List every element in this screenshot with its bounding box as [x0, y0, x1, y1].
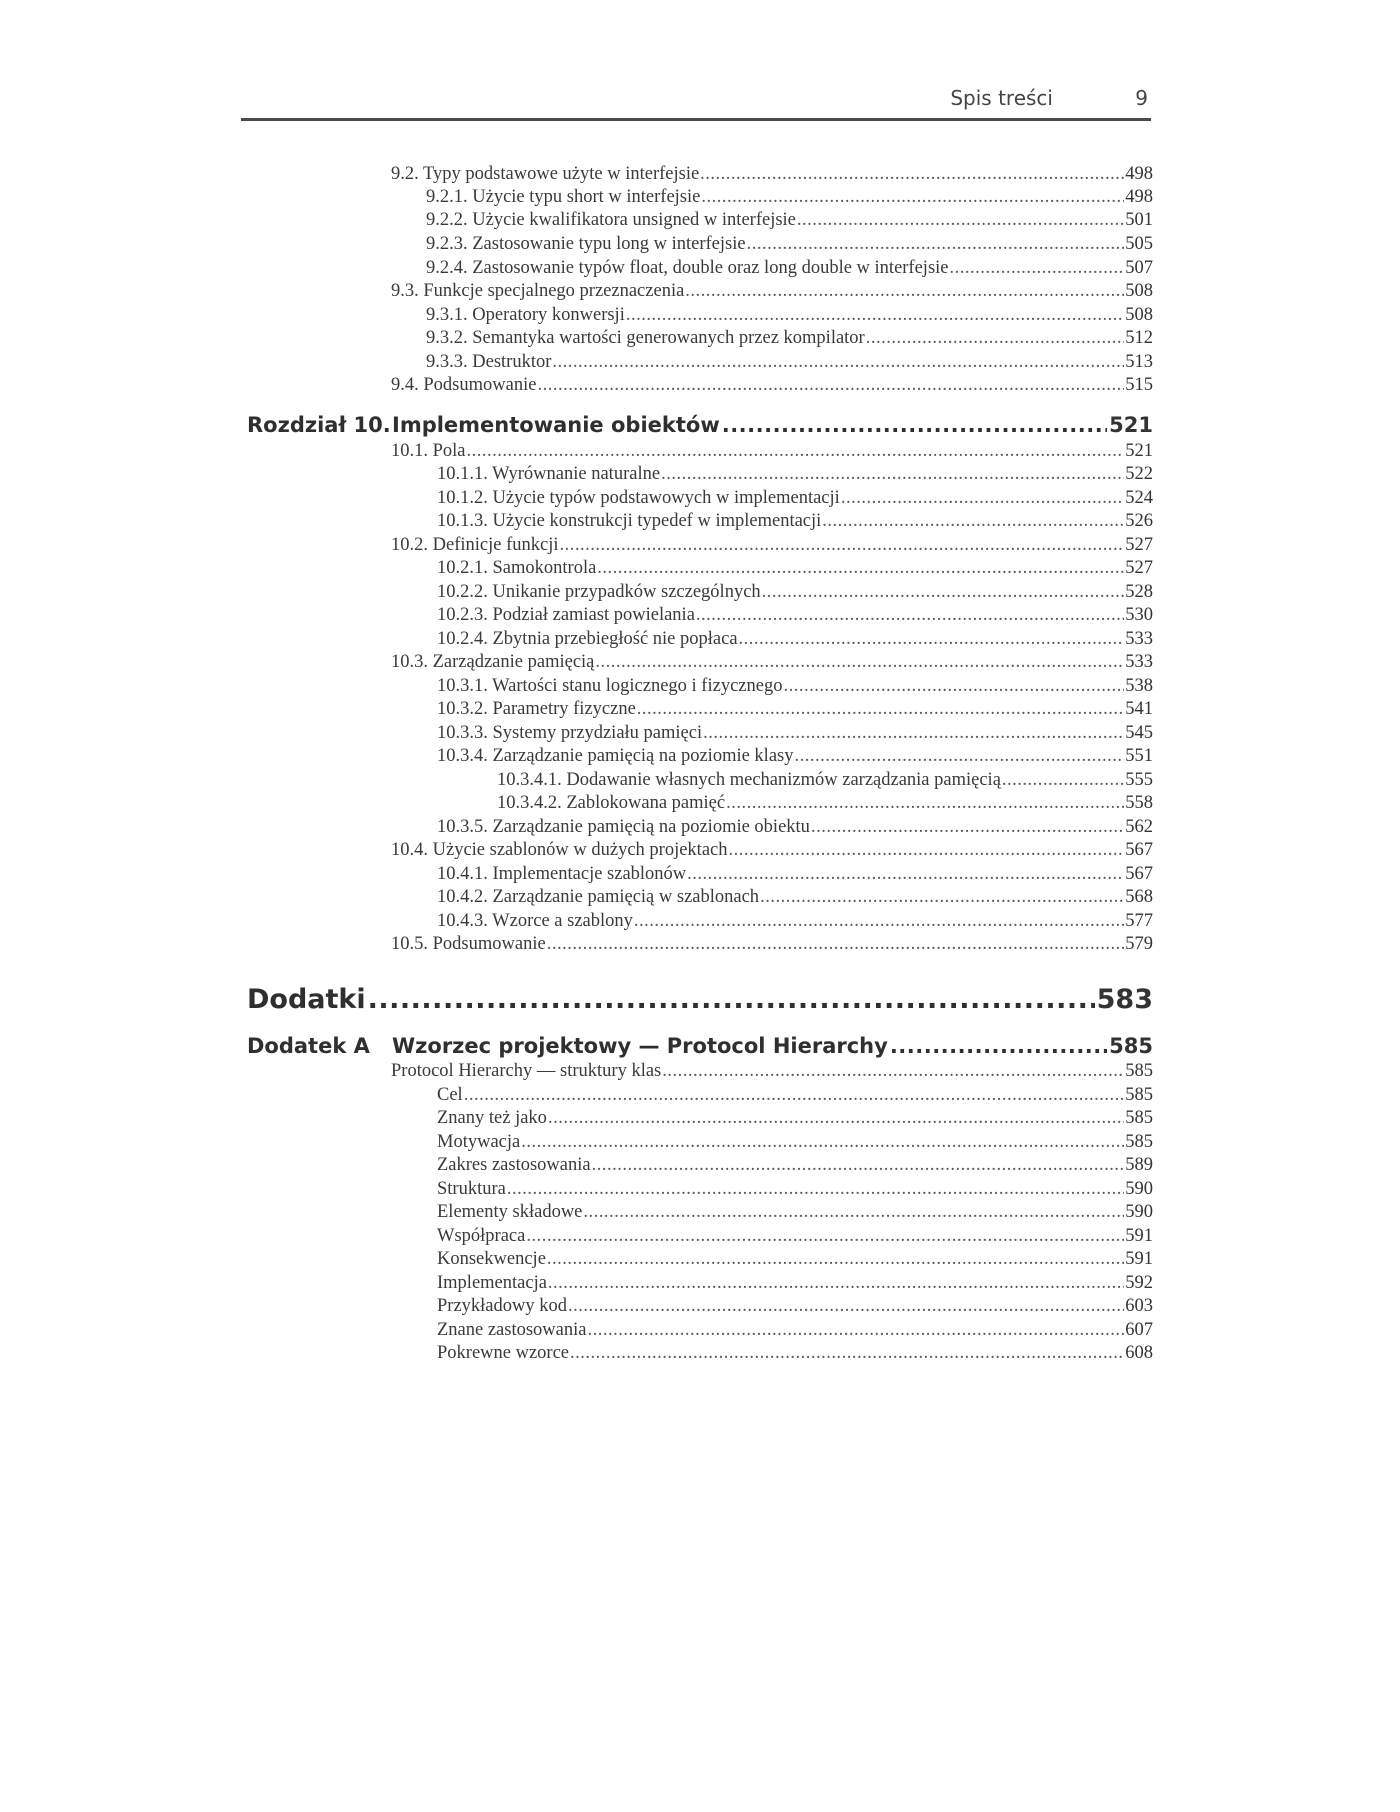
toc-entry: 9.3.3. Destruktor ..... 513 [426, 352, 1153, 373]
toc-entry: 10.3.3. Systemy przydziału pamięci ..... 545 [437, 723, 1153, 744]
toc-entry: 9.3.1. Operatory konwersji ..... 508 [426, 305, 1153, 326]
toc-entry: 10.1.3. Użycie konstrukcji typedef w implementacji ..... 526 [437, 511, 1153, 532]
toc-entry: Przykładowy kod ..... 603 [437, 1296, 1153, 1317]
toc-entry: 10.3.1. Wartości stanu logicznego i fizycznego ..... 538 [437, 676, 1153, 697]
toc-entry: Motywacja ..... 585 [437, 1132, 1153, 1153]
toc-entry: Pokrewne wzorce ..... 608 [437, 1343, 1153, 1364]
toc-entry: Struktura ..... 590 [437, 1179, 1153, 1200]
toc-entry: 9.2. Typy podstawowe użyte w interfejsie ..... 498 [391, 164, 1153, 185]
part-heading: Dodatki ..... 583 [247, 984, 1153, 1015]
toc-entry: 9.2.4. Zastosowanie typów float, double oraz long double w interfejsie ..... 507 [426, 258, 1153, 279]
header-page-number: 9 [1135, 86, 1148, 110]
toc-entry: 9.2.1. Użycie typu short w interfejsie ..... 498 [426, 187, 1153, 208]
appendix-heading: Dodatek A Wzorzec projektowy — Protocol Hierarchy ..... 585 [247, 1034, 1153, 1058]
toc-entry: Zakres zastosowania ..... 589 [437, 1155, 1153, 1176]
toc-entry: 9.2.3. Zastosowanie typu long w interfejsie ..... 505 [426, 234, 1153, 255]
toc-entry: 10.4.3. Wzorce a szablony ..... 577 [437, 911, 1153, 932]
toc-entry: Implementacja ..... 592 [437, 1273, 1153, 1294]
toc-entry: 10.4.2. Zarządzanie pamięcią w szablonach ..... 568 [437, 887, 1153, 908]
toc-entry: 9.4. Podsumowanie ..... 515 [391, 375, 1153, 396]
toc-entry: Znane zastosowania ..... 607 [437, 1320, 1153, 1341]
toc-entry: 10.2.4. Zbytnia przebiegłość nie popłaca ..... 533 [437, 629, 1153, 650]
toc-entry: 10.3.4.2. Zablokowana pamięć ..... 558 [497, 793, 1153, 814]
toc-entry: 10.2. Definicje funkcji ..... 527 [391, 535, 1153, 556]
toc-entry: 10.3.5. Zarządzanie pamięcią na poziomie obiektu ..... 562 [437, 817, 1153, 838]
toc-entry: 10.4. Użycie szablonów w dużych projektach ..... 567 [391, 840, 1153, 861]
toc-entry: Współpraca ..... 591 [437, 1226, 1153, 1247]
toc-entry: 10.3.4. Zarządzanie pamięcią na poziomie klasy ..... 551 [437, 746, 1153, 767]
toc-entry: 10.5. Podsumowanie ..... 579 [391, 934, 1153, 955]
toc-entry: Konsekwencje ..... 591 [437, 1249, 1153, 1270]
toc-entry: 10.1.2. Użycie typów podstawowych w implementacji ..... 524 [437, 488, 1153, 509]
header-title: Spis treści [950, 86, 1053, 110]
toc-entry: Elementy składowe ..... 590 [437, 1202, 1153, 1223]
toc-entry: Znany też jako ..... 585 [437, 1108, 1153, 1129]
toc-entry: 9.3.2. Semantyka wartości generowanych przez kompilator ..... 512 [426, 328, 1153, 349]
toc-entry: 9.2.2. Użycie kwalifikatora unsigned w interfejsie ..... 501 [426, 210, 1153, 231]
toc-entry: 10.3. Zarządzanie pamięcią ..... 533 [391, 652, 1153, 673]
toc-entry: 10.4.1. Implementacje szablonów ..... 567 [437, 864, 1153, 885]
toc-entry: 10.2.1. Samokontrola ..... 527 [437, 558, 1153, 579]
toc-entry: 10.1. Pola ..... 521 [391, 441, 1153, 462]
toc-entry: 10.1.1. Wyrównanie naturalne ..... 522 [437, 464, 1153, 485]
toc-entry: 10.2.3. Podział zamiast powielania ..... 530 [437, 605, 1153, 626]
chapter-heading: Rozdział 10. Implementowanie obiektów ..... 521 [247, 413, 1153, 437]
toc-entry: Protocol Hierarchy — struktury klas ..... 585 [391, 1061, 1153, 1082]
toc-entry: 10.3.2. Parametry fizyczne ..... 541 [437, 699, 1153, 720]
running-header [241, 84, 1151, 121]
toc-entry: Cel ..... 585 [437, 1085, 1153, 1106]
toc-entry: 10.3.4.1. Dodawanie własnych mechanizmów zarządzania pamięcią ..... 555 [497, 770, 1153, 791]
toc-entry: 10.2.2. Unikanie przypadków szczególnych ..... 528 [437, 582, 1153, 603]
toc-entry: 9.3. Funkcje specjalnego przeznaczenia ..... 508 [391, 281, 1153, 302]
